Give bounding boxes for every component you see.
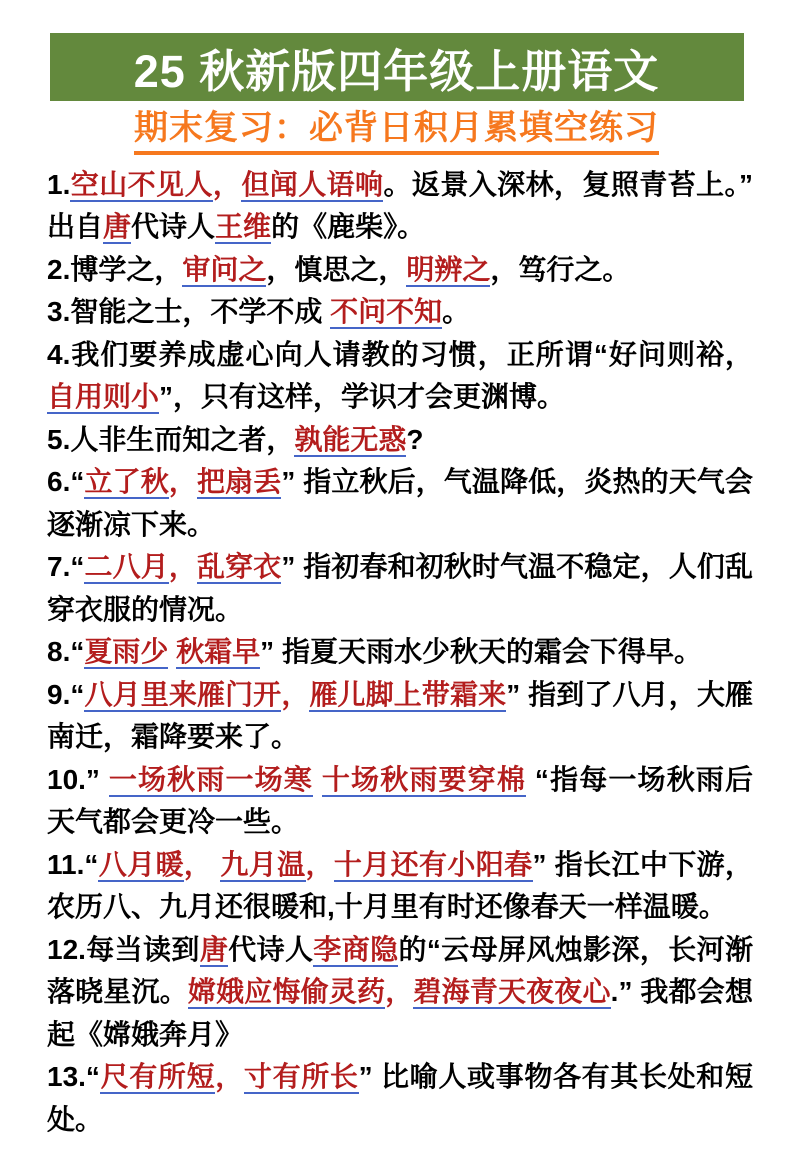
text-segment: 12.每当读到	[47, 933, 200, 965]
highlighted-phrase: 乱穿衣	[196, 551, 282, 583]
highlighted-phrase: 明辨之	[406, 253, 491, 285]
list-item	[47, 844, 753, 929]
text-segment: 代诗人	[131, 211, 216, 243]
highlighted-separator: ，	[168, 466, 197, 498]
subtitle	[0, 111, 793, 155]
text-segment: ”，只有这样，学识才会更渊博。	[159, 381, 566, 413]
list-item	[47, 631, 753, 674]
text-segment: 1.	[47, 168, 71, 200]
highlighted-phrase: 寸有所长	[243, 1061, 359, 1093]
page-title: 25 秋新版四年级上册语文	[133, 45, 660, 97]
highlighted-phrase: 二八月	[84, 551, 169, 583]
list-item	[47, 674, 753, 759]
highlighted-separator: ，	[212, 168, 242, 200]
text-segment: ” 指夏天雨水少秋天的霜会下得早。	[260, 636, 702, 668]
highlighted-phrase: 雁儿脚上带霜来	[309, 678, 507, 710]
highlighted-separator: ，	[168, 551, 197, 583]
text-segment: 2.博学之，	[47, 253, 183, 285]
highlighted-phrase: 王维	[215, 211, 272, 243]
list-item	[47, 546, 753, 631]
highlighted-phrase: 八月里来雁门开	[84, 678, 282, 710]
list-item	[47, 164, 753, 249]
text-segment: 9.“	[47, 678, 85, 710]
highlighted-phrase: 审问之	[182, 253, 267, 285]
header-banner	[50, 33, 744, 101]
text-segment: 10.”	[47, 763, 109, 795]
list-item	[47, 291, 753, 334]
highlighted-phrase: 李商隐	[313, 933, 399, 965]
text-segment: “指每一场秋雨后天气都会更冷一些。	[47, 763, 753, 838]
highlighted-phrase: 夏雨少	[84, 636, 169, 668]
text-segment: 。返景入深林，复照青苔上。” 出自	[47, 168, 753, 243]
highlighted-phrase: 碧海青天夜夜心	[413, 976, 611, 1008]
text-segment: 8.“	[47, 636, 85, 668]
highlighted-phrase: 唐	[103, 211, 132, 243]
text-segment: ，慎思之，	[266, 253, 407, 285]
text-segment: ” 比喻人或事物各有其长处和短处。	[47, 1061, 753, 1135]
list-item	[47, 334, 753, 419]
highlighted-phrase: 空山不见人	[70, 168, 213, 200]
text-segment: ，笃行之。	[490, 253, 631, 285]
highlighted-separator: ，	[183, 848, 221, 880]
list-item	[47, 929, 753, 1057]
text-segment: ” 指立秋后，气温降低，炎热的天气会逐渐凉下来。	[47, 466, 753, 540]
list-item	[47, 759, 753, 844]
highlighted-separator	[168, 636, 176, 667]
text-segment: 6.“	[47, 466, 85, 498]
text-segment: ?	[406, 423, 424, 455]
text-segment: ” 指长江中下游，农历八、九月还很暖和,十月里有时还像春天一样温暖。	[47, 848, 753, 923]
highlighted-phrase: 十月还有小阳春	[333, 848, 533, 880]
highlighted-phrase: 八月暖	[98, 848, 184, 880]
highlighted-phrase: 唐	[199, 933, 229, 965]
highlighted-phrase: 不问不知	[330, 296, 443, 328]
highlighted-phrase: 自用则小	[47, 381, 160, 413]
highlighted-phrase: 一场秋雨一场寒	[108, 763, 313, 795]
highlighted-separator: ，	[305, 848, 334, 880]
text-segment: 11.“	[47, 848, 99, 880]
highlighted-separator: ，	[281, 678, 310, 710]
highlighted-phrase: 但闻人语响	[241, 168, 384, 200]
text-segment: 13.“	[47, 1061, 100, 1093]
list-item	[47, 461, 753, 546]
text-segment: 的《鹿柴》。	[271, 211, 426, 243]
subtitle-text: 期末复习：必背日积月累填空练习	[134, 111, 659, 155]
text-segment: 的“云母屏风烛影深，长河渐落晓星沉。	[47, 933, 753, 1008]
highlighted-separator: ，	[215, 1061, 244, 1093]
text-segment: 代诗人	[228, 933, 314, 965]
text-segment: ” 指到了八月，大雁南迁，霜降要来了。	[47, 678, 753, 753]
list-item	[47, 249, 753, 292]
highlighted-phrase: 尺有所短	[99, 1061, 216, 1093]
highlighted-phrase: 九月温	[220, 848, 306, 880]
highlighted-phrase: 十场秋雨要穿棉	[321, 763, 526, 795]
highlighted-phrase: 秋霜早	[176, 636, 261, 668]
highlighted-phrase: 嫦娥应悔偷灵药	[187, 976, 386, 1008]
list-item	[47, 419, 753, 462]
text-segment: 。	[442, 296, 471, 328]
highlighted-separator: ，	[385, 976, 414, 1008]
items-list	[47, 164, 753, 1142]
text-segment: .” 我都会想起《嫦娥奔月》	[47, 976, 753, 1050]
text-segment: 4.我们要养成虚心向人请教的习惯，正所谓“好问则裕，	[47, 338, 753, 370]
text-segment: 7.“	[47, 551, 85, 583]
worksheet-page	[0, 33, 793, 1155]
text-segment: ” 指初春和初秋时气温不稳定，人们乱穿衣服的情况。	[47, 551, 753, 625]
highlighted-phrase: 孰能无惑	[294, 423, 407, 455]
highlighted-phrase: 把扇丢	[196, 466, 282, 498]
text-segment: 3.智能之士，不学不成	[47, 296, 331, 328]
highlighted-separator	[313, 764, 322, 795]
list-item	[47, 1056, 753, 1141]
highlighted-phrase: 立了秋	[84, 466, 169, 498]
text-segment: 5.人非生而知之者，	[47, 423, 295, 455]
